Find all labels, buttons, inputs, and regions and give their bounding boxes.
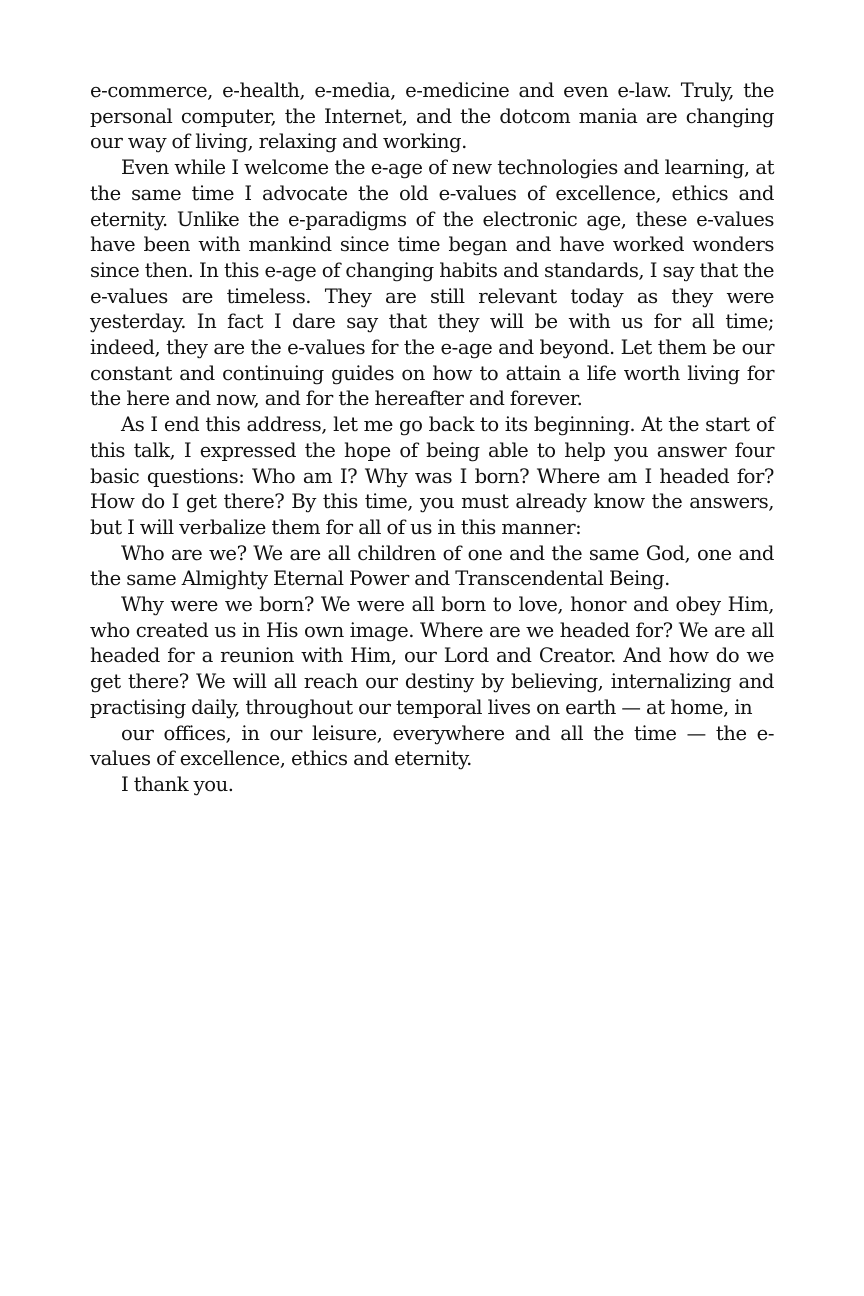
paragraph: Even while I welcome the e-age of new technologies and learning, at the same time I advocate the old e-values of excellence, ethics and eternity. Unlike the e-paradigms of the electronic age, these e-values have been with mankind since time began and have worked wonders since then. In this e-age of changing habits and standards, I say that the e-values are timeless. They are still relevant today as they were yesterday. In fact I dare say that they will be with us for all time; indeed, they are the e-values for the e-age and beyond. Let them be our constant and continuing guides on how to attain a life worth living for the here and now, and for the hereafter and forever.: [90, 156, 774, 411]
text-body: [90, 78, 774, 798]
closing-line: I thank you.: [121, 772, 234, 796]
paragraph: Why were we born? We were all born to love, honor and obey Him, who created us in His own image. Where are we headed for? We are all headed for a reunion with Him, our Lord and Creator. And how do we get there? We will all reach our destiny by believing, internalizing and practising daily, throughout our temporal lives on earth — at home, in: [90, 593, 774, 719]
paragraph: our offices, in our leisure, everywhere and all the time — the e-values of excellence, ethics and eternity.: [90, 721, 774, 771]
paragraph: e-commerce, e-health, e-media, e-medicine and even e-law. Truly, the personal computer, the Internet, and the dotcom mania are changing our way of living, relaxing and working.: [90, 79, 774, 154]
paragraph: As I end this address, let me go back to its beginning. At the start of this talk, I expressed the hope of being able to help you answer four basic questions: Who am I? Why was I born? Where am I headed for? How do I get there? By this time, you must already know the answers, but I will verbalize them for all of us in this manner:: [90, 413, 774, 539]
paragraph: Who are we? We are all children of one and the same God, one and the same Almighty Eternal Power and Transcendental Being.: [90, 541, 774, 591]
